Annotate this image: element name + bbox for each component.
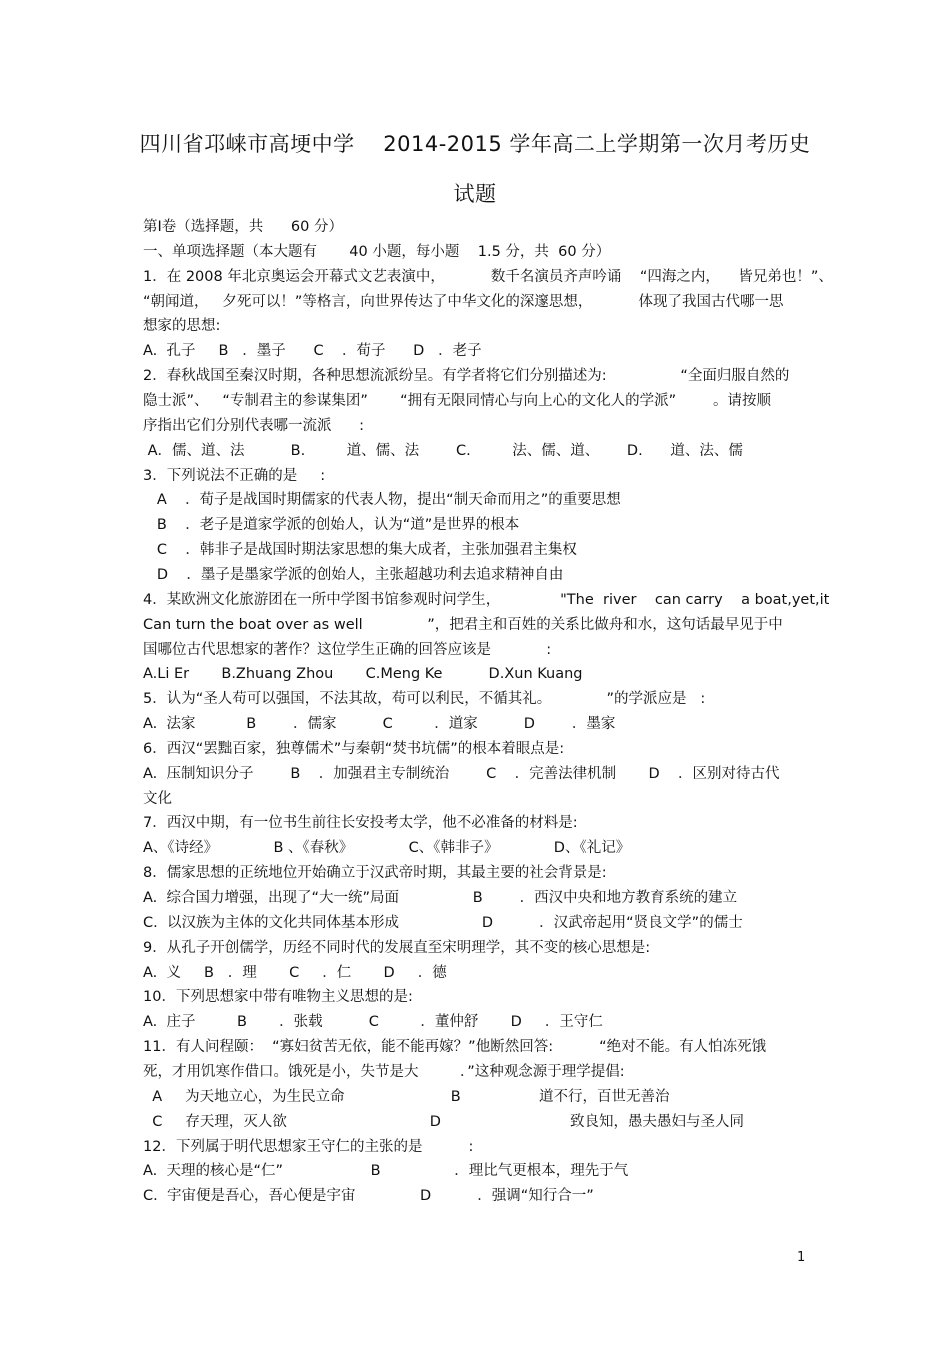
text-line: A．儒、道、法 B. 道、儒、法 C. 法、儒、道、 D. 道、法、儒 bbox=[143, 442, 743, 459]
text-line: A. 法家 B ．儒家 C ．道家 D ．墨家 bbox=[143, 716, 616, 732]
document-title-continued: 试题 bbox=[453, 182, 497, 206]
text-line: 7．西汉中期，有一位书生前往长安投考太学，他不必准备的材料是: bbox=[143, 815, 578, 832]
text-line: 6．西汉“罢黜百家，独尊儒术”与秦朝“焚书坑儒”的根本着眼点是: bbox=[143, 740, 565, 757]
text-line: 想家的思想: bbox=[143, 318, 221, 335]
text-line: C ．韩非子是战国时期法家思想的集大成者，主张加强君主集权 bbox=[143, 542, 577, 558]
text-line: “朝闻道， 夕死可以！”等格言，向世界传达了中华文化的深邃思想， 体现了我国古代哪一思 bbox=[143, 293, 784, 310]
text-line: A ．荀子是战国时期儒家的代表人物，提出“制天命而用之”的重要思想 bbox=[143, 492, 621, 509]
text-line: D ．墨子是墨家学派的创始人，主张超越功利去追求精神自由 bbox=[143, 566, 564, 583]
text-line: A.Li Er B.Zhuang Zhou C.Meng Ke D.Xun Kuang bbox=[143, 666, 583, 683]
text-line: C. 以汉族为主体的文化共同体基本形成 D ．汉武帝起用“贤良文学”的儒士 bbox=[143, 914, 743, 931]
text-line: A. 庄子 B ．张载 C ．董仲舒 D ．王守仁 bbox=[143, 1014, 603, 1031]
text-line: 死，才用饥寒作借口。饿死是小，失节是大 ．”这种观念源于理学提倡: bbox=[143, 1063, 625, 1080]
text-line: 9．从孔子开创儒学，历经不同时代的发展直至宋明理学，其不变的核心思想是: bbox=[143, 939, 651, 956]
text-line: 2．春秋战国至秦汉时期，各种思想流派纷呈。有学者将它们分别描述为: “全面归服自然的 bbox=[143, 368, 790, 385]
text-line: 12．下列属于明代思想家王守仁的主张的是 : bbox=[143, 1138, 474, 1155]
text-line: 序指出它们分别代表哪一流派 : bbox=[143, 417, 365, 434]
text-line: A. 压制知识分子 B ．加强君主专制统治 C ．完善法律机制 D ．区别对待古代 bbox=[143, 765, 780, 782]
document-title: 四川省邛崃市高埂中学 2014-2015 学年高二上学期第一次月考历史 bbox=[139, 132, 811, 156]
text-line: C. 宇宙便是吾心，吾心便是宇宙 D ．强调“知行合一” bbox=[143, 1188, 594, 1205]
text-line: A 为天地立心，为生民立命 B 道不行，百世无善治 bbox=[143, 1088, 670, 1105]
text-line: A. 综合国力增强，出现了“大一统”局面 B ．西汉中央和地方教育系统的建立 bbox=[143, 890, 738, 906]
text-line: 10．下列思想家中带有唯物主义思想的是: bbox=[143, 989, 413, 1006]
text-line: 8．儒家思想的正统地位开始确立于汉武帝时期，其最主要的社会背景是: bbox=[143, 865, 607, 882]
text-line: 1．在 2008 年北京奥运会开幕式文艺表演中， 数千名演员齐声吟诵 “四海之内， 皆兄弟也！”、 bbox=[143, 268, 833, 285]
text-line: 第Ⅰ卷（选择题，共 60 分） bbox=[143, 219, 343, 235]
text-line: B ．老子是道家学派的创始人，认为“道”是世界的根本 bbox=[143, 517, 520, 534]
text-line: A、《诗经》 B 、《春秋》 C、《韩非子》 D、《礼记》 bbox=[143, 840, 631, 857]
text-line: 隐士派”、 “专制君主的参谋集团” “拥有无限同情心与向上心的文化人的学派” 。请按顺 bbox=[143, 393, 772, 409]
text-line: 文化 bbox=[143, 790, 172, 807]
text-line: 4．某欧洲文化旅游团在一所中学图书馆参观时问学生， "The river can carry a boat,yet,it bbox=[143, 591, 830, 608]
page-number: 1 bbox=[797, 1250, 806, 1265]
text-line: Can turn the boat over as well ”，把君主和百姓的关系比做舟和水，这句话最早见于中 bbox=[143, 616, 783, 633]
text-line: C 存天理，灭人欲 D 致良知，愚夫愚妇与圣人同 bbox=[143, 1113, 744, 1130]
text-line: 3．下列说法不正确的是 : bbox=[143, 467, 326, 484]
text-line: A. 天理的核心是“仁” B ．理比气更根本，理先于气 bbox=[143, 1163, 629, 1180]
text-line: 11．有人问程颐： “寡妇贫苦无依，能不能再嫁？”他断然回答: “绝对不能。有人怕冻死饿 bbox=[143, 1039, 767, 1056]
text-line: A. 孔子 B ．墨子 C ．荀子 D ．老子 bbox=[143, 343, 482, 360]
text-line: 国哪位古代思想家的著作？这位学生正确的回答应该是 : bbox=[143, 641, 552, 658]
text-line: 5．认为“圣人苟可以强国，不法其故，苟可以利民，不循其礼。 ”的学派应是 : bbox=[143, 691, 706, 708]
text-line: 一、单项选择题（本大题有 40 小题，每小题 1.5 分，共 60 分） bbox=[143, 243, 611, 260]
text-line: A. 义 B ．理 C ．仁 D ．德 bbox=[143, 964, 447, 981]
